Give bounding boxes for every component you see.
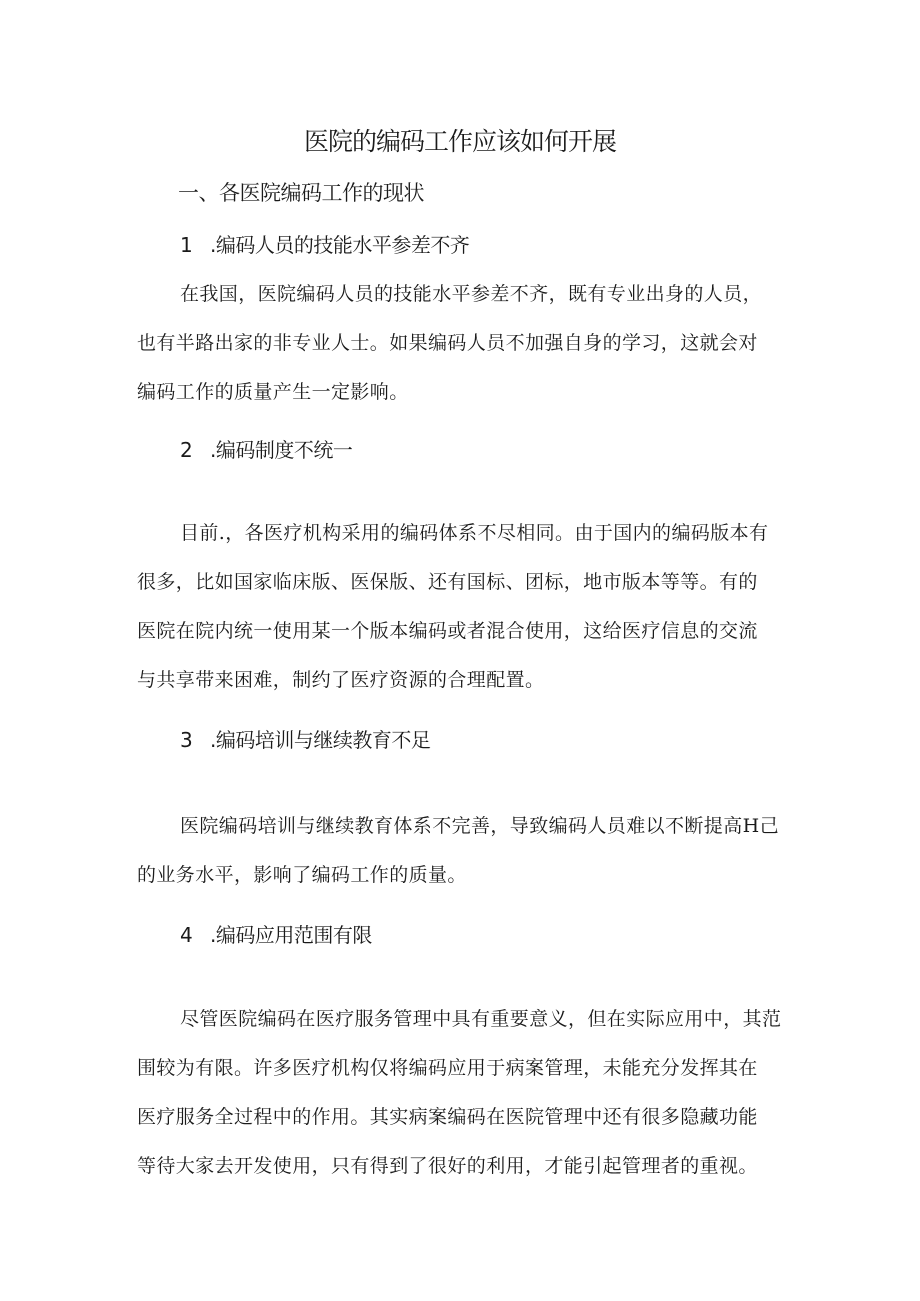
paragraph-4 xyxy=(137,995,797,1191)
subsection-heading-2 xyxy=(180,433,352,467)
paragraph-line: 尽管医院编码在医疗服务管理中具有重要意义，但在实际应用中，其范 xyxy=(180,1008,782,1030)
subsection-heading-4 xyxy=(180,918,372,952)
paragraph-line: 围较为有限。许多医疗机构仅将编码应用于病案管理，未能充分发挥其在 xyxy=(137,1057,758,1079)
section-heading: 一、各医院编码工作的现状 xyxy=(178,181,424,205)
subsection-title: .编码应用范围有限 xyxy=(210,923,372,947)
paragraph-3 xyxy=(137,802,797,900)
paragraph-2 xyxy=(137,509,797,705)
subsection-number: 4 xyxy=(180,923,193,947)
document-title: 医院的编码工作应该如何开展 xyxy=(303,127,616,156)
subsection-title: .编码制度不统一 xyxy=(210,438,353,462)
subsection-number: 3 xyxy=(180,728,193,752)
paragraph-line: 目前.，各医疗机构采用的编码体系不尽相同。由于国内的编码版本有 xyxy=(180,522,769,544)
subsection-heading-3 xyxy=(180,723,430,757)
paragraph-line: 等待大家去开发使用，只有得到了很好的利用，才能引起管理者的重视。 xyxy=(137,1155,758,1177)
paragraph-line: 在我国，医院编码人员的技能水平参差不齐，既有专业出身的人员， xyxy=(180,283,763,305)
subsection-title: .编码培训与继续教育不足 xyxy=(210,728,431,752)
paragraph-line: 与共享带来困难，制约了医疗资源的合理配置。 xyxy=(137,669,545,691)
paragraph-line: 医院编码培训与继续教育体系不完善，导致编码人员难以不断提高H己 xyxy=(180,815,779,837)
paragraph-line: 的业务水平，影响了编码工作的质量。 xyxy=(137,864,467,886)
subsection-title: .编码人员的技能水平参差不齐 xyxy=(210,233,470,257)
paragraph-1 xyxy=(137,270,797,417)
paragraph-line: 医疗服务全过程中的作用。其实病案编码在医院管理中还有很多隐藏功能 xyxy=(137,1106,758,1128)
subsection-number: 2 xyxy=(180,438,193,462)
paragraph-line: 编码工作的质量产生一定影响。 xyxy=(137,381,409,403)
paragraph-line: 也有半路出家的非专业人士。如果编码人员不加强自身的学习，这就会对 xyxy=(137,332,758,354)
subsection-number: 1 xyxy=(180,233,193,257)
paragraph-line: 医院在院内统一使用某一个版本编码或者混合使用，这给医疗信息的交流 xyxy=(137,620,758,642)
paragraph-line: 很多，比如国家临床版、医保版、还有国标、团标，地市版本等等。有的 xyxy=(137,571,758,593)
subsection-heading-1 xyxy=(180,228,469,262)
